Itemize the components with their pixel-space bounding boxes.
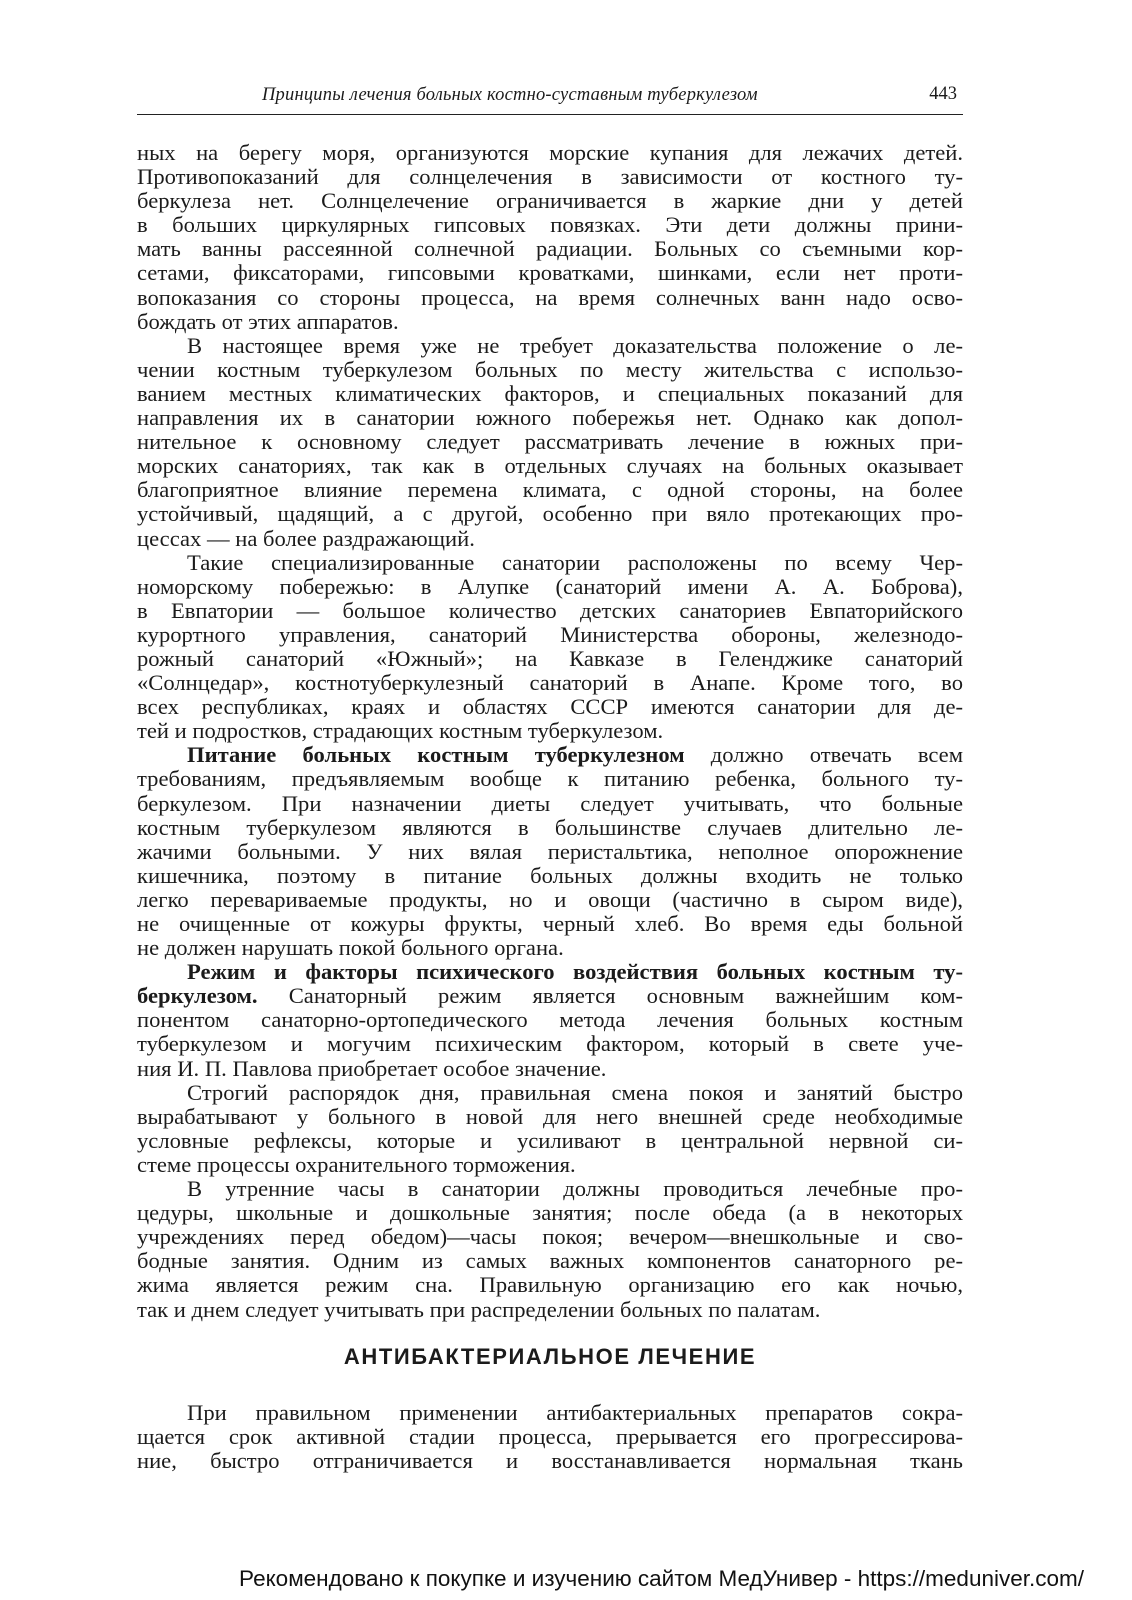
text-line: ния И. П. Павлова приобретает особое значение. [137,1055,607,1081]
text-line: Строгий распорядок дня, правильная смена покоя и занятий быстро [187,1079,963,1105]
text-line: сетами, фиксаторами, гипсовыми кроватками, шинками, если нет проти- [137,260,963,286]
section-heading: АНТИБАКТЕРИАЛЬНОЕ ЛЕЧЕНИЕ [343,1343,757,1369]
text-line: В утренние часы в санатории должны проводиться лечебные про- [187,1176,963,1202]
text-line: Такие специализированные санатории расположены по всему Чер- [187,549,963,575]
text-line: направления их в санатории южного побережья нет. Однако как допол- [137,405,963,431]
page-number: 443 [929,84,957,104]
text-line: ние, быстро отграничивается и восстанавливается нормальная ткань [137,1447,963,1473]
text-line: тей и подростков, страдающих костным туберкулезом. [137,718,664,744]
text-line: не должен нарушать покой больного органа. [137,935,564,961]
watermark-footer: Рекомендовано к покупке и изучению сайтом МедУнивер - https://meduniver.com/ [239,1566,1084,1591]
text-line: легко перевариваемые продукты, но и овощи (частично в сыром виде), [137,886,963,912]
text-line: устойчивый, щадящий, а с другой, особенно при вяло протекающих про- [137,501,963,527]
line-remainder: должно отвечать всем [684,742,963,768]
text-line: условные рефлексы, которые и усиливают в центральной нервной си- [137,1127,963,1153]
text-line: бождать от этих аппаратов. [137,308,399,334]
running-title: Принципы лечения больных костно-суставным туберкулезом [262,85,758,105]
text-line: номорскому побережью: в Алупке (санаторий имени А. А. Боброва), [137,573,963,599]
bold-lead-in: Режим и факторы психического воздействия больных костным ту- [187,959,963,985]
text-line: вопоказания со стороны процесса, на время солнечных ванн надо осво- [137,284,963,310]
text-line: ных на берегу моря, организуются морские купания для лежачих детей. [137,140,963,165]
text-line [137,984,963,1008]
text-line: всех республиках, краях и областях СССР имеются санатории для де- [137,694,963,720]
text-line: учреждениях перед обедом)—часы покоя; вечером—внешкольные и сво- [137,1224,963,1250]
text-line: «Солнцедар», костнотуберкулезный санаторий в Анапе. Кроме того, во [137,670,963,696]
text-line: щается срок активной стадии процесса, прерывается его прогрессирова- [137,1423,963,1449]
text-line: чении костным туберкулезом больных по месту жительства с использо- [137,356,963,382]
text-line: нительное к основному следует рассматривать лечение в южных при- [137,429,963,455]
text-line: требованиям, предъявляемым вообще к питанию ребенка, больного ту- [137,766,963,792]
text-line: Противопоказаний для солнцелечения в зависимости от костного ту- [137,164,963,190]
text-line: цедуры, школьные и дошкольные занятия; после обеда (а в некоторых [137,1200,963,1226]
text-line: жачими больными. У них вялая перистальтика, неполное опорожнение [137,838,963,864]
text-line: морских санаториях, так как в отдельных случаях на больных оказывает [137,453,963,479]
text-line [137,960,963,984]
bold-lead-in: Питание больных костным туберкулезном [187,742,685,768]
text-line: костным туберкулезом являются в большинстве случаев длительно ле- [137,814,963,840]
text-line: благоприятное влияние перемена климата, с одной стороны, на более [137,477,963,503]
text-line: так и днем следует учитывать при распределении больных по палатам. [137,1296,821,1322]
text-line: В настоящее время уже не требует доказательства положение о ле- [187,332,963,358]
text-line: беркулезом. При назначении диеты следует учитывать, что больные [137,790,963,816]
text-line: стеме процессы охранительного торможения. [137,1151,576,1177]
text-line: в Евпатории — большое количество детских санаториев Евпаторийского [137,597,963,623]
text-line: мать ванны рассеянной солнечной радиации. Больных со съемными кор- [137,236,963,262]
text-line: беркулеза нет. Солнцелечение ограничивается в жаркие дни у детей [137,188,963,214]
text-line: жима является режим сна. Правильную организацию его как ночью, [137,1272,963,1298]
bold-lead-in: беркулезом. [137,983,258,1009]
text-line: кишечника, поэтому в питание больных должны входить не только [137,862,963,888]
text-line: курортного управления, санаторий Министерства обороны, железнодо- [137,621,963,647]
text-line: При правильном применении антибактериальных препаратов сокра- [187,1399,963,1425]
text-line: вырабатывают у больного в новой для него внешней среде необходимые [137,1103,963,1129]
text-line: цессах — на более раздражающий. [137,525,475,551]
text-line: рожный санаторий «Южный»; на Кавказе в Геленджике санаторий [137,645,963,671]
line-remainder: Санаторный режим является основным важнейшим ком- [257,983,963,1009]
text-line: ванием местных климатических факторов, и специальных показаний для [137,380,963,406]
text-line: понентом санаторно-ортопедического метода лечения больных костным [137,1007,963,1033]
text-line [137,743,963,767]
text-line: не очищенные от кожуры фрукты, черный хлеб. Во время еды больной [137,911,963,936]
text-line: в больших циркулярных гипсовых повязках. Эти дети должны прини- [137,212,963,238]
text-body [137,141,963,1473]
text-line: бодные занятия. Одним из самых важных компонентов санаторного ре- [137,1248,963,1274]
running-header [137,80,963,115]
text-line: туберкулезом и могучим психическим фактором, который в свете уче- [137,1031,963,1057]
